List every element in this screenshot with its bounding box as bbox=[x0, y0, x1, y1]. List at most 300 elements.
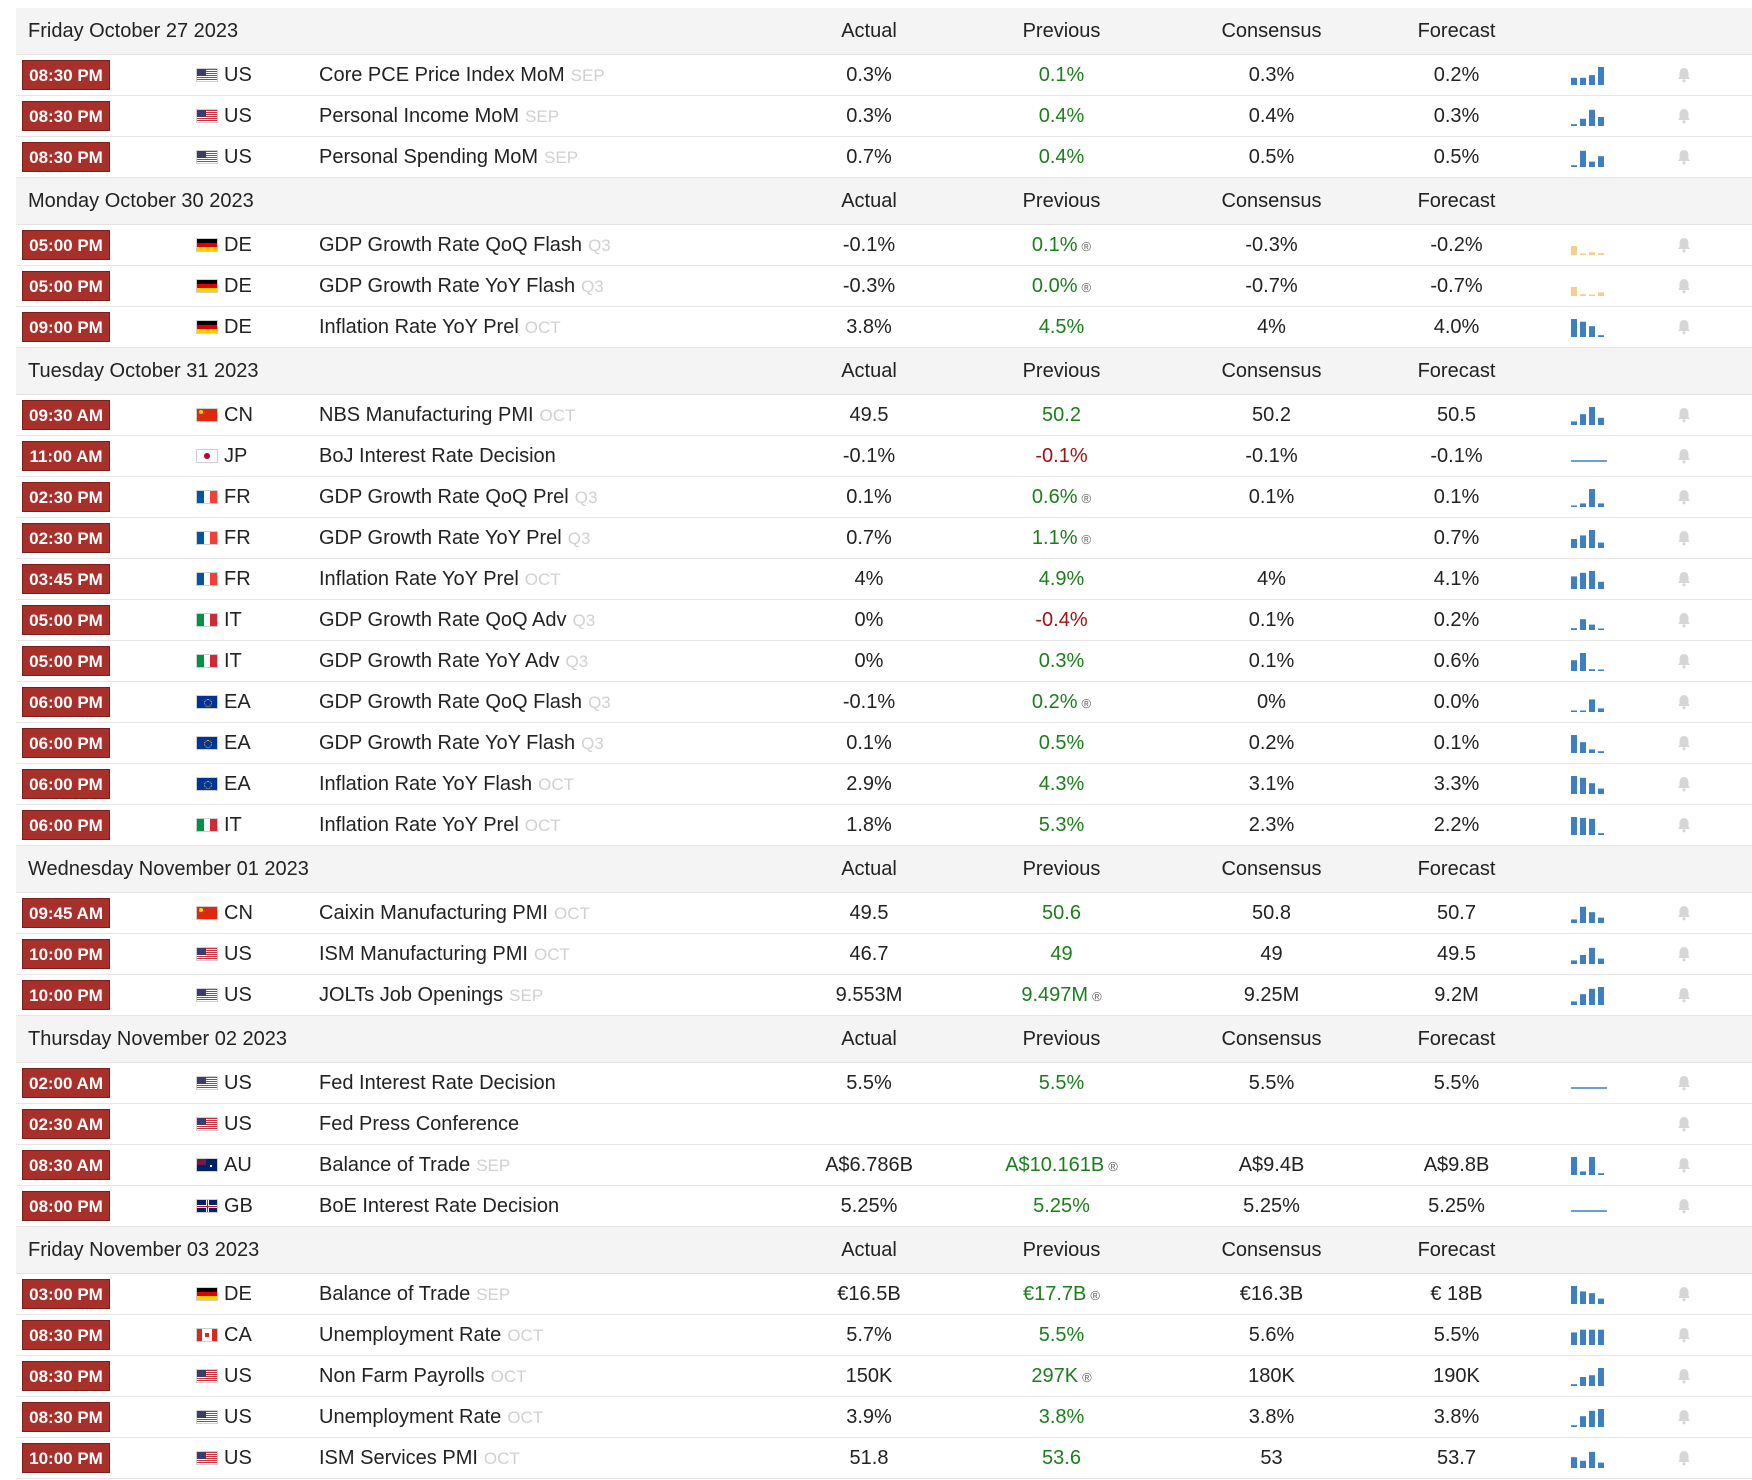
forecast-value[interactable]: 0.2% bbox=[1433, 63, 1480, 86]
alert-bell-button[interactable] bbox=[1644, 488, 1724, 506]
flag-icon bbox=[196, 1328, 218, 1342]
col-previous-header: Previous bbox=[1022, 189, 1101, 212]
sparkline-bar bbox=[1598, 918, 1604, 923]
col-forecast-header: Forecast bbox=[1417, 189, 1496, 212]
sparkline-bar bbox=[1598, 1299, 1604, 1304]
event-link[interactable]: Inflation Rate YoY Flash bbox=[319, 772, 533, 795]
previous-cell bbox=[959, 1324, 1164, 1347]
forecast-value[interactable]: 3.8% bbox=[1433, 1405, 1480, 1428]
alert-bell-button[interactable] bbox=[1644, 107, 1724, 125]
alert-bell-button[interactable] bbox=[1644, 236, 1724, 254]
event-link[interactable]: Balance of Trade bbox=[319, 1282, 471, 1305]
time-badge: 05:00 PM bbox=[22, 230, 110, 260]
alert-bell-button[interactable] bbox=[1644, 1408, 1724, 1426]
forecast-value[interactable]: 5.25% bbox=[1428, 1194, 1485, 1217]
bell-icon bbox=[1675, 1367, 1693, 1385]
sparkline-chart[interactable] bbox=[1534, 691, 1644, 713]
country bbox=[196, 773, 319, 796]
sparkline-chart[interactable] bbox=[1534, 486, 1644, 508]
sparkline-chart[interactable] bbox=[1534, 1324, 1644, 1346]
event-row[interactable] bbox=[16, 225, 1752, 266]
country-code: DE bbox=[224, 1282, 252, 1305]
alert-bell-button[interactable] bbox=[1644, 1449, 1724, 1467]
event-row[interactable] bbox=[16, 137, 1752, 178]
sparkline-chart[interactable] bbox=[1534, 404, 1644, 426]
sparkline-bar bbox=[1598, 708, 1604, 712]
event-row[interactable] bbox=[16, 600, 1752, 641]
sparkline-svg bbox=[1569, 1072, 1609, 1094]
reference-period: SEP bbox=[570, 65, 605, 85]
alert-bell-button[interactable] bbox=[1644, 734, 1724, 752]
alert-bell-button[interactable] bbox=[1644, 1285, 1724, 1303]
sparkline-chart[interactable] bbox=[1534, 984, 1644, 1006]
country bbox=[196, 234, 319, 257]
event-link[interactable]: Core PCE Price Index MoM bbox=[319, 63, 565, 86]
sparkline-chart[interactable] bbox=[1534, 943, 1644, 965]
sparkline-bar bbox=[1598, 833, 1604, 835]
forecast-value[interactable]: -0.7% bbox=[1430, 274, 1483, 297]
alert-bell-button[interactable] bbox=[1644, 816, 1724, 834]
forecast-value[interactable]: 5.5% bbox=[1433, 1071, 1480, 1094]
event-row[interactable] bbox=[16, 805, 1752, 846]
sparkline-bar bbox=[1580, 711, 1586, 713]
event-link[interactable]: Personal Spending MoM bbox=[319, 145, 539, 168]
sparkline-bar bbox=[1580, 653, 1586, 671]
sparkline-chart[interactable] bbox=[1534, 732, 1644, 754]
sparkline-bar bbox=[1580, 1171, 1586, 1175]
sparkline-bar bbox=[1598, 1463, 1604, 1468]
sparkline-bar bbox=[1598, 789, 1604, 794]
sparkline-bar bbox=[1589, 819, 1595, 835]
reference-period: OCT bbox=[524, 317, 561, 337]
bell-icon bbox=[1675, 1074, 1693, 1092]
sparkline-chart[interactable] bbox=[1534, 1154, 1644, 1176]
sparkline-bar bbox=[1571, 287, 1577, 296]
sparkline-chart[interactable] bbox=[1534, 1113, 1644, 1135]
day-section bbox=[16, 178, 1752, 348]
day-header bbox=[16, 8, 1752, 55]
sparkline-svg bbox=[1569, 568, 1609, 590]
forecast-value[interactable]: 53.7 bbox=[1437, 1446, 1476, 1469]
actual-value: 5.7% bbox=[846, 1323, 892, 1346]
alert-bell-button[interactable] bbox=[1644, 148, 1724, 166]
sparkline-svg bbox=[1569, 1447, 1609, 1469]
forecast-value[interactable]: 9.2M bbox=[1434, 983, 1479, 1006]
actual-value: 3.9% bbox=[846, 1405, 892, 1428]
col-actual-header: Actual bbox=[841, 19, 897, 42]
forecast-value[interactable]: 50.7 bbox=[1437, 901, 1476, 924]
event-link[interactable]: Fed Press Conference bbox=[319, 1112, 520, 1135]
col-previous-header: Previous bbox=[1022, 19, 1101, 42]
sparkline-svg bbox=[1569, 609, 1609, 631]
country bbox=[196, 609, 319, 632]
sparkline-svg bbox=[1569, 943, 1609, 965]
event-link[interactable]: Personal Income MoM bbox=[319, 104, 520, 127]
actual-value: 5.25% bbox=[840, 1194, 898, 1217]
alert-bell-button[interactable] bbox=[1644, 1074, 1724, 1092]
col-consensus-header: Consensus bbox=[1221, 359, 1322, 382]
time-badge: 02:30 AM bbox=[22, 1109, 110, 1139]
event-row[interactable] bbox=[16, 893, 1752, 934]
col-previous-header: Previous bbox=[1022, 359, 1101, 382]
country bbox=[196, 568, 319, 591]
time-badge: 06:00 PM bbox=[22, 687, 110, 717]
sparkline-chart[interactable] bbox=[1534, 64, 1644, 86]
forecast-value[interactable]: 5.5% bbox=[1433, 1323, 1480, 1346]
sparkline-chart[interactable] bbox=[1534, 609, 1644, 631]
previous-cell bbox=[959, 486, 1164, 509]
event-row[interactable] bbox=[16, 1145, 1752, 1186]
event-link[interactable]: Inflation Rate YoY Prel bbox=[319, 315, 519, 338]
event-link[interactable]: Unemployment Rate bbox=[319, 1323, 502, 1346]
event-link[interactable]: GDP Growth Rate YoY Flash bbox=[319, 274, 576, 297]
time-badge: 10:00 PM bbox=[22, 1443, 110, 1473]
forecast-value[interactable]: -0.1% bbox=[1430, 444, 1483, 467]
time-badge: 02:30 PM bbox=[22, 523, 110, 553]
reference-period: SEP bbox=[525, 106, 560, 126]
sparkline-bar bbox=[1571, 319, 1577, 337]
event-link[interactable]: BoJ Interest Rate Decision bbox=[319, 444, 556, 467]
event-link[interactable]: GDP Growth Rate QoQ Adv bbox=[319, 608, 567, 631]
alert-bell-button[interactable] bbox=[1644, 945, 1724, 963]
actual-value: 0.7% bbox=[846, 145, 892, 168]
forecast-value[interactable]: 0.0% bbox=[1433, 690, 1480, 713]
forecast-value[interactable]: 4.0% bbox=[1433, 315, 1480, 338]
event-row[interactable] bbox=[16, 723, 1752, 764]
event-row[interactable] bbox=[16, 266, 1752, 307]
actual-value: 1.8% bbox=[846, 813, 892, 836]
col-consensus-header: Consensus bbox=[1221, 19, 1322, 42]
sparkline-chart[interactable] bbox=[1534, 650, 1644, 672]
event-link[interactable]: Unemployment Rate bbox=[319, 1405, 502, 1428]
sparkline-svg bbox=[1569, 691, 1609, 713]
sparkline-chart[interactable] bbox=[1534, 527, 1644, 549]
reference-period: SEP bbox=[476, 1284, 511, 1304]
actual-value: 5.5% bbox=[846, 1071, 892, 1094]
actual-value: 150K bbox=[845, 1364, 893, 1387]
consensus-value: -0.7% bbox=[1245, 274, 1298, 297]
time-badge: 06:00 PM bbox=[22, 769, 110, 799]
reference-period: Q3 bbox=[572, 610, 596, 630]
sparkline-chart[interactable] bbox=[1534, 1447, 1644, 1469]
event-link[interactable]: Caixin Manufacturing PMI bbox=[319, 901, 548, 924]
sparkline-bar bbox=[1589, 1375, 1595, 1386]
alert-bell-button[interactable] bbox=[1644, 775, 1724, 793]
alert-bell-button[interactable] bbox=[1644, 1367, 1724, 1385]
forecast-value[interactable]: 0.3% bbox=[1433, 104, 1480, 127]
time-badge: 02:30 PM bbox=[22, 482, 110, 512]
forecast-value[interactable]: 4.1% bbox=[1433, 567, 1480, 590]
time-badge: 05:00 PM bbox=[22, 271, 110, 301]
sparkline-chart[interactable] bbox=[1534, 1406, 1644, 1428]
reference-period: Q3 bbox=[574, 487, 598, 507]
col-consensus-header: Consensus bbox=[1221, 1238, 1322, 1261]
alert-bell-button[interactable] bbox=[1644, 1197, 1724, 1215]
previous-value: 3.8% bbox=[1038, 1405, 1085, 1428]
reference-period: OCT bbox=[490, 1366, 527, 1386]
actual-value: 0.1% bbox=[846, 731, 892, 754]
alert-bell-button[interactable] bbox=[1644, 318, 1724, 336]
flag-icon bbox=[196, 777, 218, 791]
event-row[interactable] bbox=[16, 764, 1752, 805]
event-row[interactable] bbox=[16, 641, 1752, 682]
sparkline-bar bbox=[1598, 335, 1604, 337]
previous-cell bbox=[959, 64, 1164, 87]
event-row[interactable] bbox=[16, 1356, 1752, 1397]
sparkline-chart[interactable] bbox=[1534, 234, 1644, 256]
sparkline-chart[interactable] bbox=[1534, 773, 1644, 795]
flag-icon bbox=[196, 818, 218, 832]
sparkline-chart[interactable] bbox=[1534, 316, 1644, 338]
forecast-value[interactable]: 0.1% bbox=[1433, 731, 1480, 754]
previous-value: -0.4% bbox=[1035, 608, 1088, 631]
previous-cell bbox=[959, 1365, 1164, 1388]
event-row[interactable] bbox=[16, 559, 1752, 600]
revised-icon: ® bbox=[1081, 279, 1092, 295]
event-row[interactable] bbox=[16, 1104, 1752, 1145]
sparkline-chart[interactable] bbox=[1534, 105, 1644, 127]
sparkline-chart[interactable] bbox=[1534, 902, 1644, 924]
country-code: FR bbox=[224, 526, 251, 549]
sparkline-svg bbox=[1569, 404, 1609, 426]
sparkline-bar bbox=[1580, 778, 1586, 794]
sparkline-chart[interactable] bbox=[1534, 445, 1644, 467]
sparkline-bar bbox=[1580, 294, 1586, 296]
event-row[interactable] bbox=[16, 1274, 1752, 1315]
event-row[interactable] bbox=[16, 682, 1752, 723]
event-link[interactable]: GDP Growth Rate QoQ Flash bbox=[319, 690, 583, 713]
consensus-value: 0.5% bbox=[1248, 145, 1295, 168]
country-code: US bbox=[224, 145, 252, 168]
event-row[interactable] bbox=[16, 1397, 1752, 1438]
event-link[interactable]: GDP Growth Rate YoY Adv bbox=[319, 649, 560, 672]
sparkline-svg bbox=[1569, 1283, 1609, 1305]
forecast-value[interactable]: 3.3% bbox=[1433, 772, 1480, 795]
country bbox=[196, 1195, 319, 1218]
alert-bell-button[interactable] bbox=[1644, 66, 1724, 84]
forecast-value[interactable]: 0.6% bbox=[1433, 649, 1480, 672]
event-row[interactable] bbox=[16, 518, 1752, 559]
sparkline-chart[interactable] bbox=[1534, 568, 1644, 590]
actual-value: 2.9% bbox=[846, 772, 892, 795]
alert-bell-button[interactable] bbox=[1644, 652, 1724, 670]
forecast-value[interactable]: 190K bbox=[1433, 1364, 1480, 1387]
col-previous-header: Previous bbox=[1022, 1027, 1101, 1050]
forecast-value[interactable]: 0.2% bbox=[1433, 608, 1480, 631]
alert-bell-button[interactable] bbox=[1644, 611, 1724, 629]
reference-period: OCT bbox=[533, 944, 570, 964]
sparkline-chart[interactable] bbox=[1534, 275, 1644, 297]
alert-bell-button[interactable] bbox=[1644, 447, 1724, 465]
event-row[interactable] bbox=[16, 55, 1752, 96]
sparkline-bar bbox=[1580, 254, 1586, 256]
time-badge: 02:00 AM bbox=[22, 1068, 110, 1098]
consensus-value: 5.25% bbox=[1243, 1194, 1300, 1217]
revised-icon: ® bbox=[1082, 1369, 1092, 1385]
event-link[interactable]: JOLTs Job Openings bbox=[319, 983, 504, 1006]
country-code: AU bbox=[224, 1153, 252, 1176]
event-row[interactable] bbox=[16, 1315, 1752, 1356]
col-actual-header: Actual bbox=[841, 1238, 897, 1261]
sparkline-bar bbox=[1598, 1173, 1604, 1175]
event-row[interactable] bbox=[16, 934, 1752, 975]
event-link[interactable]: GDP Growth Rate YoY Flash bbox=[319, 731, 576, 754]
col-forecast-header: Forecast bbox=[1417, 19, 1496, 42]
bell-icon bbox=[1675, 236, 1693, 254]
forecast-value[interactable]: 0.1% bbox=[1433, 485, 1480, 508]
event-row[interactable] bbox=[16, 1186, 1752, 1227]
previous-cell bbox=[959, 1406, 1164, 1429]
previous-value: 49 bbox=[1050, 942, 1073, 965]
country-code: CN bbox=[224, 403, 253, 426]
consensus-value: 53 bbox=[1260, 1446, 1283, 1469]
alert-bell-button[interactable] bbox=[1644, 529, 1724, 547]
sparkline-svg bbox=[1569, 1406, 1609, 1428]
sparkline-bar bbox=[1571, 660, 1577, 671]
forecast-value[interactable]: -0.2% bbox=[1430, 233, 1483, 256]
day-section bbox=[16, 348, 1752, 846]
time-badge: 11:00 AM bbox=[22, 441, 110, 471]
event-link[interactable]: ISM Services PMI bbox=[319, 1446, 478, 1469]
forecast-value[interactable]: A$9.8B bbox=[1423, 1153, 1490, 1176]
time-badge: 06:00 PM bbox=[22, 810, 110, 840]
time-badge: 08:30 PM bbox=[22, 1402, 110, 1432]
sparkline-bar bbox=[1571, 576, 1577, 589]
sparkline-bar bbox=[1571, 246, 1577, 255]
sparkline-bar bbox=[1598, 629, 1604, 631]
event-row[interactable] bbox=[16, 395, 1752, 436]
event-row[interactable] bbox=[16, 477, 1752, 518]
alert-bell-button[interactable] bbox=[1644, 570, 1724, 588]
country-code: JP bbox=[224, 444, 248, 467]
bell-icon bbox=[1675, 693, 1693, 711]
alert-bell-button[interactable] bbox=[1644, 1115, 1724, 1133]
alert-bell-button[interactable] bbox=[1644, 904, 1724, 922]
sparkline-bar bbox=[1598, 117, 1604, 126]
sparkline-bar bbox=[1571, 1001, 1577, 1005]
previous-value: 4.9% bbox=[1038, 567, 1085, 590]
bell-icon bbox=[1675, 775, 1693, 793]
event-link[interactable]: ISM Manufacturing PMI bbox=[319, 942, 528, 965]
previous-cell bbox=[959, 609, 1164, 632]
reference-period: Q3 bbox=[565, 651, 589, 671]
alert-bell-button[interactable] bbox=[1644, 277, 1724, 295]
flag-icon bbox=[196, 320, 218, 334]
forecast-value[interactable]: 50.5 bbox=[1437, 403, 1476, 426]
sparkline-chart[interactable] bbox=[1534, 1283, 1644, 1305]
day-date: Thursday November 02 2023 bbox=[28, 1027, 288, 1050]
sparkline-chart[interactable] bbox=[1534, 1195, 1644, 1217]
actual-value: €16.5B bbox=[837, 1282, 901, 1305]
bell-icon bbox=[1675, 904, 1693, 922]
event-link[interactable]: Fed Interest Rate Decision bbox=[319, 1071, 556, 1094]
previous-cell bbox=[959, 773, 1164, 796]
event-row[interactable] bbox=[16, 436, 1752, 477]
forecast-value[interactable]: 0.5% bbox=[1433, 145, 1480, 168]
event-link[interactable]: GDP Growth Rate QoQ Flash bbox=[319, 233, 583, 256]
alert-bell-button[interactable] bbox=[1644, 986, 1724, 1004]
event-link[interactable]: Inflation Rate YoY Prel bbox=[319, 567, 519, 590]
consensus-value: 3.1% bbox=[1248, 772, 1295, 795]
actual-value: 0% bbox=[854, 649, 884, 672]
previous-cell bbox=[959, 146, 1164, 169]
sparkline-chart[interactable] bbox=[1534, 1072, 1644, 1094]
sparkline-bar bbox=[1580, 907, 1586, 923]
sparkline-bar bbox=[1589, 783, 1595, 794]
sparkline-bar bbox=[1580, 619, 1586, 630]
flag-icon bbox=[196, 449, 218, 463]
event-row[interactable] bbox=[16, 975, 1752, 1016]
event-row[interactable] bbox=[16, 1438, 1752, 1479]
sparkline-bar bbox=[1580, 1330, 1586, 1345]
event-link[interactable]: NBS Manufacturing PMI bbox=[319, 403, 534, 426]
sparkline-bar bbox=[1598, 253, 1604, 255]
consensus-value: 0% bbox=[1257, 690, 1286, 713]
sparkline-chart[interactable] bbox=[1534, 814, 1644, 836]
sparkline-bar bbox=[1580, 503, 1586, 507]
previous-value: -0.1% bbox=[1035, 444, 1088, 467]
reference-period: SEP bbox=[509, 985, 544, 1005]
event-link[interactable]: BoE Interest Rate Decision bbox=[319, 1194, 560, 1217]
sparkline-bar bbox=[1580, 742, 1586, 753]
reference-period: OCT bbox=[553, 903, 590, 923]
alert-bell-button[interactable] bbox=[1644, 1156, 1724, 1174]
previous-value: 5.5% bbox=[1038, 1323, 1085, 1346]
alert-bell-button[interactable] bbox=[1644, 406, 1724, 424]
previous-cell bbox=[959, 732, 1164, 755]
actual-value: A$6.786B bbox=[825, 1153, 913, 1176]
event-row[interactable] bbox=[16, 1063, 1752, 1104]
time-badge: 08:30 AM bbox=[22, 1150, 110, 1180]
forecast-value[interactable]: 2.2% bbox=[1433, 813, 1480, 836]
flag-icon bbox=[196, 490, 218, 504]
previous-cell bbox=[959, 316, 1164, 339]
forecast-value[interactable]: 0.7% bbox=[1433, 526, 1480, 549]
alert-bell-button[interactable] bbox=[1644, 1326, 1724, 1344]
sparkline-chart[interactable] bbox=[1534, 146, 1644, 168]
country-code: DE bbox=[224, 274, 252, 297]
event-link[interactable]: Inflation Rate YoY Prel bbox=[319, 813, 519, 836]
previous-cell bbox=[959, 234, 1164, 257]
time-badge: 10:00 PM bbox=[22, 980, 110, 1010]
col-actual-header: Actual bbox=[841, 1027, 897, 1050]
sparkline-chart[interactable] bbox=[1534, 1365, 1644, 1387]
sparkline-svg bbox=[1569, 486, 1609, 508]
country bbox=[196, 105, 319, 128]
day-header bbox=[16, 348, 1752, 395]
col-actual-header: Actual bbox=[841, 359, 897, 382]
bell-icon bbox=[1675, 1156, 1693, 1174]
forecast-value[interactable]: € 18B bbox=[1430, 1282, 1483, 1305]
country-code: FR bbox=[224, 485, 251, 508]
event-row[interactable] bbox=[16, 96, 1752, 137]
reference-period: Q3 bbox=[581, 276, 604, 296]
event-link[interactable]: GDP Growth Rate QoQ Prel bbox=[319, 485, 569, 508]
sparkline-bar bbox=[1598, 582, 1604, 589]
event-link[interactable]: Balance of Trade bbox=[319, 1153, 471, 1176]
col-consensus-header: Consensus bbox=[1221, 1027, 1322, 1050]
event-link[interactable]: Non Farm Payrolls bbox=[319, 1364, 485, 1387]
alert-bell-button[interactable] bbox=[1644, 693, 1724, 711]
sparkline-bar bbox=[1580, 414, 1586, 425]
forecast-value[interactable]: 49.5 bbox=[1437, 942, 1476, 965]
previous-value: 0.6% bbox=[1031, 485, 1078, 508]
event-row[interactable] bbox=[16, 307, 1752, 348]
flag-icon bbox=[196, 238, 218, 252]
flag-icon bbox=[196, 109, 218, 123]
sparkline-bar bbox=[1571, 776, 1577, 794]
event-link[interactable]: GDP Growth Rate YoY Prel bbox=[319, 526, 562, 549]
